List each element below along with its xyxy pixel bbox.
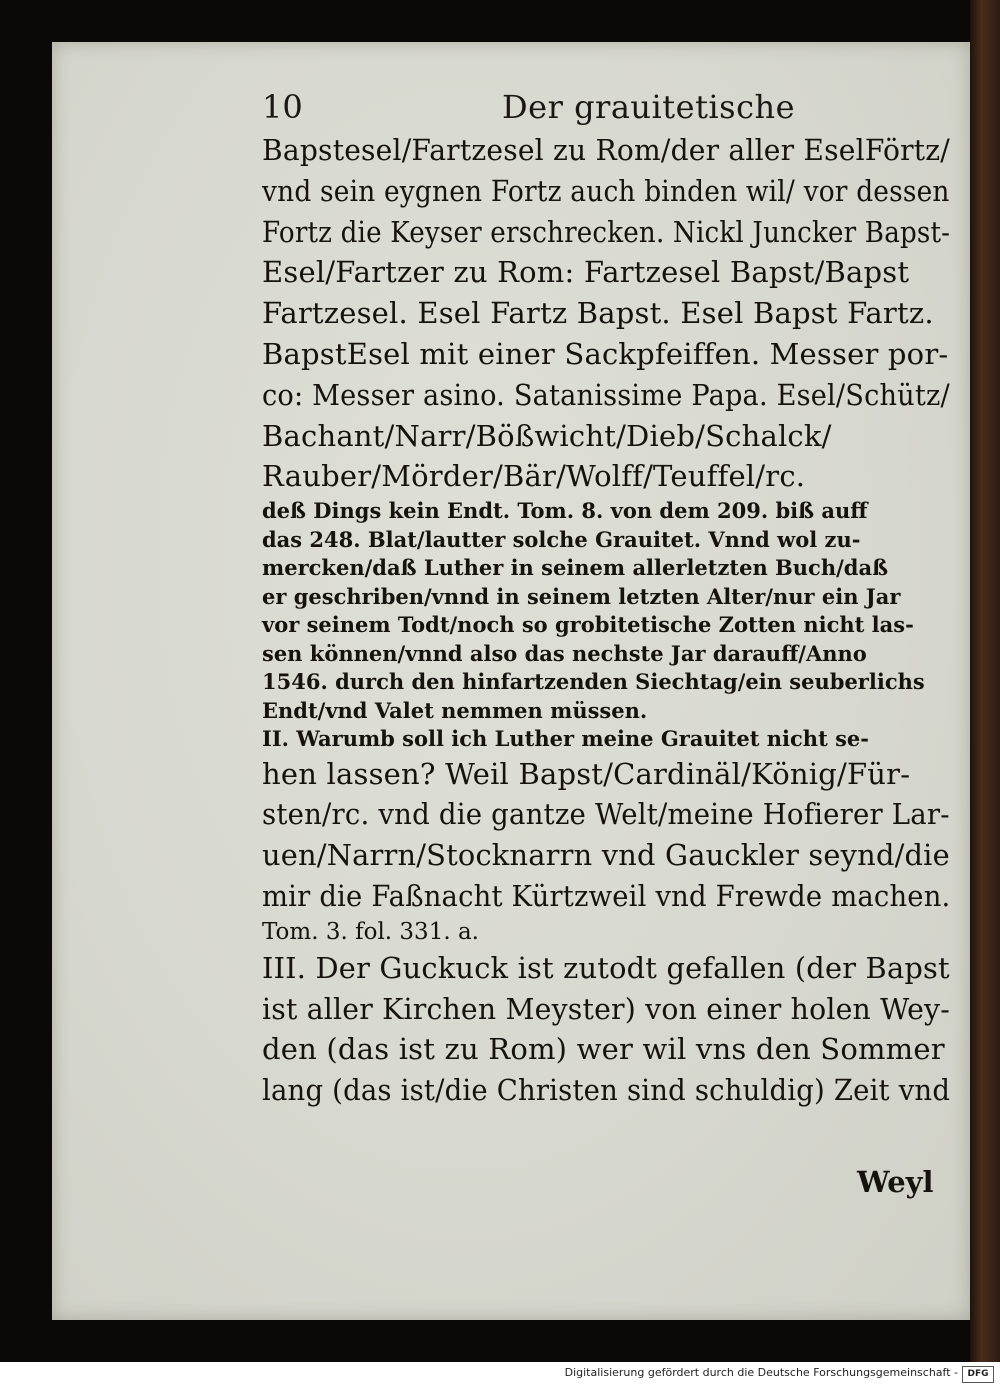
- text-line: Bachant/Narr/Bößwicht/Dieb/Schalck/: [262, 418, 832, 453]
- text-line: ist aller Kirchen Meyster) von einer holen Wey-: [262, 991, 950, 1026]
- text-line: er geschriben/vnnd in seinem letzten Alter/nur ein Jar: [262, 583, 901, 609]
- page-header: [262, 88, 962, 128]
- text-line: co: Messer asino. Satanissime Papa. Esel/Schütz/: [262, 377, 950, 412]
- text-line: Tom. 3. fol. 331. a.: [262, 918, 479, 945]
- running-title: Der grauitetische: [502, 88, 796, 126]
- body-text: [262, 130, 952, 1111]
- text-line: BapstEsel mit einer Sackpfeiffen. Messer por-: [262, 336, 949, 371]
- text-line: Esel/Fartzer zu Rom: Fartzesel Bapst/Bapst: [262, 255, 910, 290]
- text-line: 1546. durch den hinfartzenden Siechtag/ein seuberlichs: [262, 669, 925, 695]
- text-line: das 248. Blat/lautter solche Grauitet. Vnnd wol zu-: [262, 526, 861, 552]
- page-number: 10: [262, 88, 303, 126]
- text-line: III. Der Guckuck ist zutodt gefallen (der Bapst: [262, 950, 950, 985]
- text-line: vor seinem Todt/noch so grobitetische Zotten nicht las-: [262, 612, 914, 638]
- text-line: deß Dings kein Endt. Tom. 8. von dem 209. biß auff: [262, 498, 868, 524]
- text-line: Fortz die Keyser erschrecken. Nickl Juncker Bapst-: [262, 214, 951, 249]
- text-line: Rauber/Mörder/Bär/Wolff/Teuffel/rc.: [262, 459, 806, 494]
- text-line: sen können/vnnd also das nechste Jar darauff/Anno: [262, 640, 867, 666]
- catchword: Weyl: [857, 1165, 934, 1199]
- text-line: den (das ist zu Rom) wer wil vns den Sommer: [262, 1032, 945, 1067]
- text-line: sten/rc. vnd die gantze Welt/meine Hofierer Lar-: [262, 797, 950, 832]
- text-line: Bapstesel/Fartzesel zu Rom/der aller EselFörtz/: [262, 133, 950, 167]
- text-line: uen/Narrn/Stocknarrn vnd Gauckler seynd/die: [262, 838, 950, 873]
- book-page: [52, 42, 970, 1320]
- text-line: Endt/vnd Valet nemmen müssen.: [262, 697, 648, 723]
- text-line: vnd sein eygnen Fortz auch binden wil/ vor dessen: [262, 173, 950, 208]
- text-line: mercken/daß Luther in seinem allerletzten Buch/daß: [262, 555, 889, 581]
- text-line: lang (das ist/die Christen sind schuldig) Zeit vnd: [262, 1073, 951, 1108]
- footer-bar: [0, 1362, 1000, 1386]
- text-line: II. Warumb soll ich Luther meine Grauitet nicht se-: [262, 726, 869, 752]
- book-spine-edge: [970, 0, 1000, 1362]
- text-line: hen lassen? Weil Bapst/Cardinäl/König/Für-: [262, 756, 911, 791]
- dfg-logo: DFG: [962, 1366, 994, 1383]
- funding-credit: Digitalisierung gefördert durch die Deutsche Forschungsgemeinschaft -: [564, 1366, 958, 1379]
- text-line: Fartzesel. Esel Fartz Bapst. Esel Bapst Fartz.: [262, 296, 934, 331]
- text-line: mir die Faßnacht Kürtzweil vnd Frewde machen.: [262, 879, 951, 914]
